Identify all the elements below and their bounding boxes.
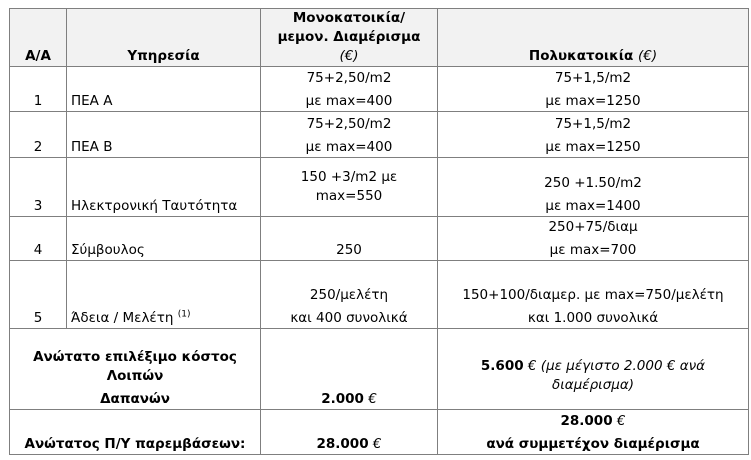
max-other-costs-poly-value: 5.600 (480, 358, 524, 374)
max-other-costs-label-line2: Λοιπών (106, 368, 164, 384)
row-mono: 250 (261, 217, 438, 261)
header-aa: Α/Α (10, 9, 67, 67)
mono-line2: max=550 (315, 188, 383, 204)
row-mono (261, 112, 438, 158)
row-aa: 4 (10, 217, 67, 261)
mono-line2: και 400 συνολικά (290, 310, 408, 326)
max-other-costs-mono-value: 2.000 (321, 391, 364, 407)
mono-line1: 75+2,50/m2 (306, 116, 392, 132)
table-row (10, 261, 749, 329)
max-budget-poly (438, 410, 749, 455)
max-other-costs-label (10, 329, 261, 410)
poly-line1: 250+75/διαμ (548, 219, 638, 235)
poly-line2: και 1.000 συνολικά (527, 310, 659, 326)
max-budget-poly-value: 28.000 (560, 413, 613, 429)
max-other-costs-poly-unit: € (527, 358, 537, 374)
max-other-costs-poly (438, 329, 749, 410)
row-poly (438, 112, 749, 158)
max-other-costs-poly-note-line2: διαμέρισμα) (551, 377, 635, 393)
poly-line2: με max=700 (549, 242, 637, 258)
row-service (67, 261, 261, 329)
header-mono-line2: μεμον. Διαμέρισμα (277, 29, 421, 45)
max-budget-label: Ανώτατος Π/Υ παρεμβάσεων: (10, 410, 261, 455)
poly-line1: 150+100/διαμερ. με max=750/μελέτη (462, 287, 724, 303)
max-other-costs-label-line1: Ανώτατο επιλέξιμο κόστος (33, 349, 237, 365)
max-budget-mono (261, 410, 438, 455)
mono-line1: 150 +3/m2 με (300, 169, 398, 185)
table-row (10, 112, 749, 158)
service-label: Άδεια / Μελέτη (71, 310, 174, 326)
max-other-costs-row (10, 329, 749, 410)
cost-table (9, 8, 749, 455)
header-poly-label: Πολυκατοικία (528, 48, 634, 64)
row-service: ΠΕΑ Α (67, 67, 261, 112)
row-mono (261, 158, 438, 217)
max-budget-poly-unit: € (616, 413, 626, 429)
row-aa: 5 (10, 261, 67, 329)
header-poly (438, 9, 749, 67)
max-other-costs-mono (261, 329, 438, 410)
row-poly (438, 217, 749, 261)
header-service: Υπηρεσία (67, 9, 261, 67)
poly-line2: με max=1250 (545, 139, 641, 155)
table-row (10, 67, 749, 112)
table-row (10, 158, 749, 217)
row-aa: 3 (10, 158, 67, 217)
row-poly (438, 158, 749, 217)
poly-line1: 75+1,5/m2 (554, 70, 632, 86)
header-poly-unit: (€) (637, 48, 658, 64)
header-mono-line1: Μονοκατοικία/ (292, 10, 406, 26)
table-row (10, 217, 749, 261)
poly-line2: με max=1400 (545, 198, 641, 214)
row-aa: 2 (10, 112, 67, 158)
row-aa: 1 (10, 67, 67, 112)
row-service: ΠΕΑ Β (67, 112, 261, 158)
poly-line2: με max=1250 (545, 93, 641, 109)
max-budget-row (10, 410, 749, 455)
max-other-costs-poly-note-line1: (με μέγιστο 2.000 € ανά (540, 358, 706, 374)
max-other-costs-mono-unit: € (368, 391, 377, 407)
row-mono (261, 261, 438, 329)
header-mono (261, 9, 438, 67)
mono-line2: με max=400 (305, 93, 393, 109)
mono-line2: με max=400 (305, 139, 393, 155)
row-service: Σύμβουλος (67, 217, 261, 261)
max-budget-poly-note: ανά συμμετέχον διαμέρισμα (486, 436, 700, 452)
table-header-row (10, 9, 749, 67)
row-service: Ηλεκτρονική Ταυτότητα (67, 158, 261, 217)
mono-line1: 75+2,50/m2 (306, 70, 392, 86)
max-budget-poly-amount (442, 412, 744, 431)
max-budget-mono-unit: € (372, 436, 382, 452)
mono-line1: 250/μελέτη (309, 287, 389, 303)
header-mono-unit: (€) (339, 48, 359, 64)
max-other-costs-label-line3: Δαπανών (100, 391, 170, 407)
poly-line1: 250 +1.50/m2 (544, 175, 642, 191)
poly-line1: 75+1,5/m2 (554, 116, 632, 132)
max-budget-mono-value: 28.000 (316, 436, 369, 452)
row-mono (261, 67, 438, 112)
row-poly (438, 261, 749, 329)
row-poly (438, 67, 749, 112)
footnote-marker: (1) (177, 309, 191, 320)
